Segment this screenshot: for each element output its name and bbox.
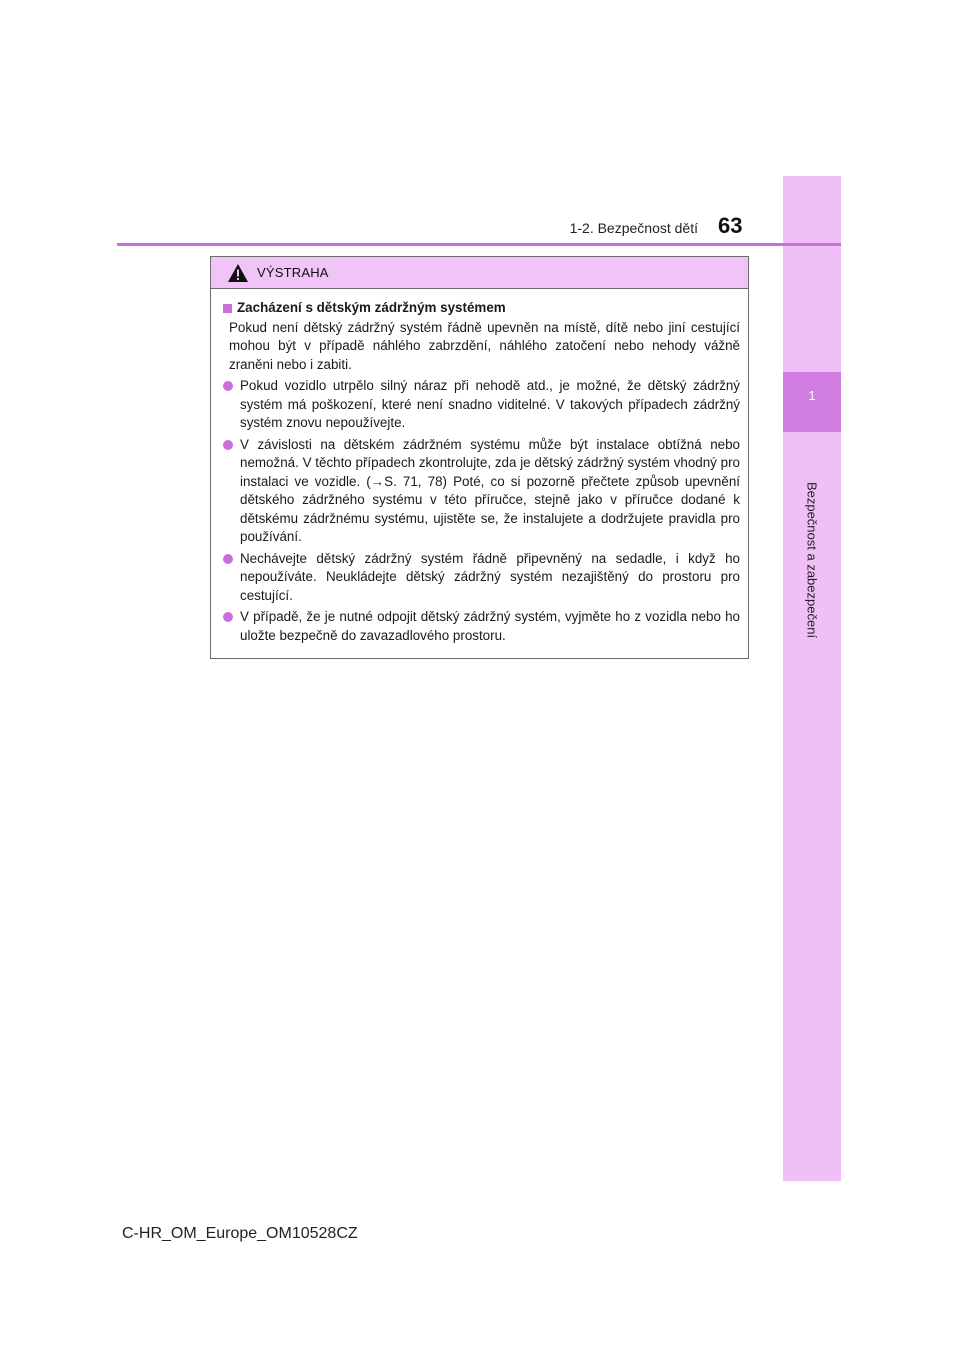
warning-bullet — [223, 608, 740, 645]
chapter-title: Bezpečnost a zabezpečení — [804, 481, 820, 639]
warning-section-heading — [223, 299, 740, 318]
warning-intro: Pokud není dětský zádržný systém řádně upevněn na místě, dítě nebo jiní cestující mohou být v případě náhlého zabrzdění, náhlého zatočení nebo nehody vážně zraněni nebo i zabiti. — [229, 319, 740, 372]
header-rule — [117, 243, 841, 246]
warning-bullet — [223, 550, 740, 606]
warning-box — [210, 256, 749, 659]
warning-bullet — [223, 436, 740, 547]
circle-bullet-icon — [223, 440, 233, 450]
page-number: 63 — [718, 213, 743, 238]
warning-header — [211, 257, 748, 289]
warning-triangle-icon — [227, 263, 249, 283]
circle-bullet-icon — [223, 612, 233, 622]
circle-bullet-icon — [223, 381, 233, 391]
document-code: C-HR_OM_Europe_OM10528CZ — [122, 1225, 358, 1242]
chapter-side-tab — [783, 176, 841, 1181]
warning-bullet — [223, 377, 740, 433]
circle-bullet-icon — [223, 554, 233, 564]
warning-body — [211, 289, 748, 645]
warning-bullet-text: V případě, že je nutné odpojit dětský zádržný systém, vyjměte ho z vozidla nebo ho uložte bezpečně do zavazadlového prostoru. — [240, 609, 740, 643]
square-bullet-icon — [223, 304, 232, 313]
warning-bullet-text: Pokud vozidlo utrpělo silný náraz při nehodě atd., je možné, že dětský zádržný systém má poškození, které není snadno viditelné. V takových případech zádržný systém znovu nepoužívejte. — [240, 378, 740, 430]
section-title: 1-2. Bezpečnost dětí — [569, 220, 698, 236]
warning-bullet-text: V závislosti na dětském zádržném systému může být instalace obtížná nebo nemožná. V těchto případech zkontrolujte, zda je dětský zádržný systém vhodný pro instalaci ve vozidle. (→S. 71, 78) Poté, co si pozorně přečtete způsob upevnění dětského zádržného systému v této příručce, stejně jako v příručce dodané k dětskému zádržnému systému, ujistěte se, že instalujete a dodržujete pravidla pro používání. — [240, 436, 740, 544]
warning-bullet-text: Nechávejte dětský zádržný systém řádně připevněný na sedadle, i když ho nepoužíváte. Neukládejte dětský zádržný systém nezajištěný do prostoru pro cestující. — [240, 550, 740, 603]
warning-title: VÝSTRAHA — [257, 265, 329, 280]
chapter-number: 1 — [808, 388, 816, 403]
warning-section-title: Zacházení s dětským zádržným systémem — [237, 300, 506, 315]
